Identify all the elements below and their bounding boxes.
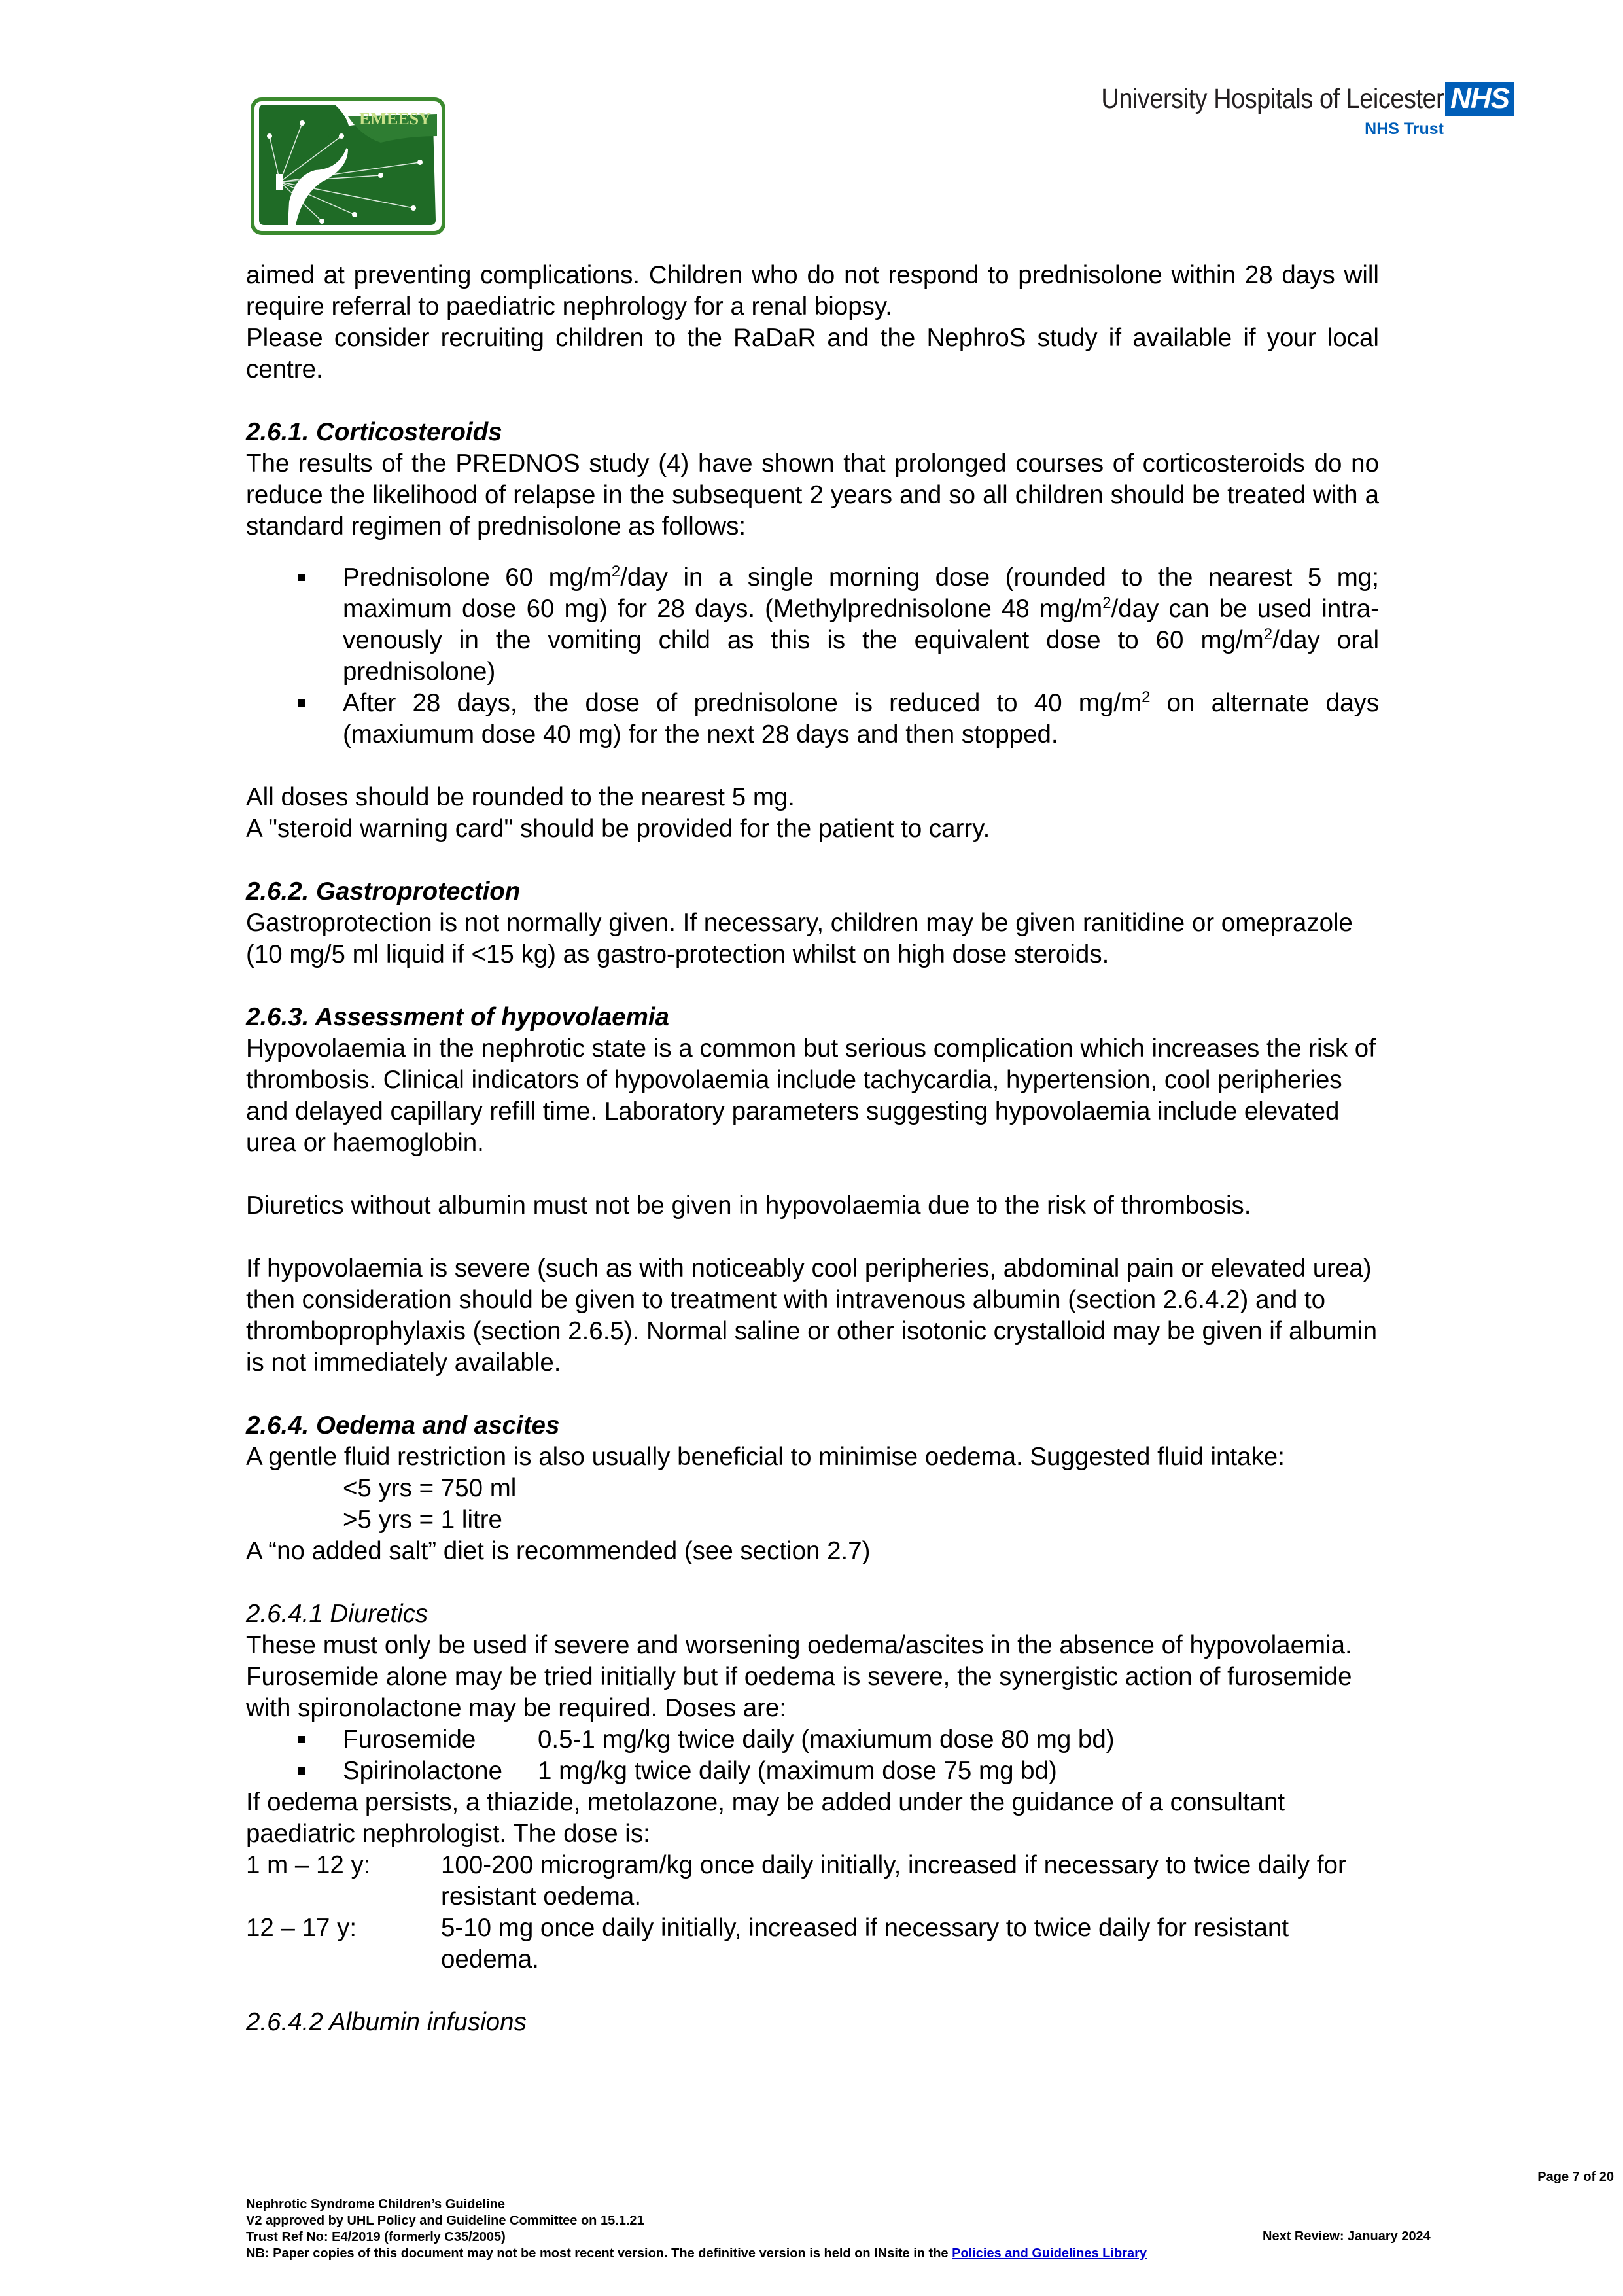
organisation-trust: NHS Trust <box>1365 120 1444 138</box>
dose-row: 12 – 17 y: 5-10 mg once daily initially, increased if necessary to twice daily for resistant oedema. <box>246 1914 1289 1973</box>
logo-text: EMEESY <box>359 109 431 128</box>
page-number: Page 7 of 20 <box>1537 2170 1614 2184</box>
document-footer <box>246 2197 1423 2262</box>
emeesy-logo <box>250 97 446 236</box>
footer-title: Nephrotic Syndrome Children’s Guideline <box>246 2197 505 2212</box>
section-2-6-3-heading: 2.6.3. Assessment of hypovolaemia <box>246 1003 669 1031</box>
fluid-intake-under-5: <5 yrs = 750 ml <box>343 1474 517 1502</box>
section-2-6-1-paragraph: The results of the PREDNOS study (4) have shown that prolonged courses of corticosteroids do no reduce the likelihood of relapse in the subsequent 2 years and so all children should be treated with a standard regimen of prednisolone as follows: <box>246 450 1379 540</box>
section-2-6-4-1-heading: 2.6.4.1 Diuretics <box>246 1600 428 1628</box>
section-2-6-4-paragraph: A gentle fluid restriction is also usually beneficial to minimise oedema. Suggested fluid intake: <box>246 1443 1285 1471</box>
list-item: After 28 days, the dose of prednisolone is reduced to 40 $mg/m^2$ on alternate days (maxiumum dose 40 mg) for the next 28 days and then stopped. <box>246 688 1379 751</box>
dose-row: 1 m – 12 y: 100-200 microgram/kg once daily initially, increased if necessary to twice daily for resistant oedema. <box>246 1851 1346 1911</box>
section-2-6-2-paragraph: Gastroprotection is not normally given. If necessary, children may be given ranitidine or omeprazole (10 mg/5 ml liquid if <15 kg) as gastro-protection whilst on high dose steroids. <box>246 909 1353 968</box>
footer-note: NB: Paper copies of this document may not be most recent version. The definitive version is held on INsite in the Policies and Guidelines Library <box>246 2246 1147 2261</box>
prednisolone-regimen-list <box>246 562 1379 751</box>
section-2-6-1-heading: 2.6.1. Corticosteroids <box>246 418 502 446</box>
nhs-logo: NHS <box>1445 82 1514 116</box>
intro-paragraph-2: Please consider recruiting children to the RaDaR and the NephroS study if available if your local centre. <box>246 324 1379 383</box>
rounding-note: All doses should be rounded to the nearest 5 mg. <box>246 783 795 811</box>
diuretic-dose-list <box>246 1724 1379 1787</box>
policies-library-link[interactable]: Policies and Guidelines Library <box>952 2246 1147 2261</box>
section-2-6-4-2-heading: 2.6.4.2 Albumin infusions <box>246 2008 527 2036</box>
footer-trust-ref: Trust Ref No: E4/2019 (formerly C35/2005) <box>246 2230 506 2244</box>
intro-paragraph: aimed at preventing complications. Children who do not respond to prednisolone within 28 days will require referral to paediatric nephrology for a renal biopsy. <box>246 261 1379 321</box>
section-2-6-3-paragraph-3: If hypovolaemia is severe (such as with noticeably cool peripheries, abdominal pain or elevated urea) then consideration should be given to treatment with intravenous albumin (section 2.6.4.2) and to thromboprophylaxis (section 2.6.5). Normal saline or other isotonic crystalloid may be given if albumin is not immediately available. <box>246 1254 1378 1377</box>
section-2-6-4-heading: 2.6.4. Oedema and ascites <box>246 1411 560 1439</box>
organisation-header <box>1055 82 1514 139</box>
list-item: Spirinolactone 1 mg/kg twice daily (maximum dose 75 mg bd) <box>246 1756 1379 1787</box>
salt-diet-note: A “no added salt” diet is recommended (see section 2.7) <box>246 1537 871 1565</box>
organisation-name: University Hospitals of Leicester <box>1101 82 1444 115</box>
list-item: Furosemide 0.5-1 mg/kg twice daily (maxiumum dose 80 mg bd) <box>246 1724 1379 1756</box>
next-review: Next Review: January 2024 <box>1263 2229 1431 2244</box>
section-2-6-3-paragraph: Hypovolaemia in the nephrotic state is a common but serious complication which increases the risk of thrombosis. Clinical indicators of hypovolaemia include tachycardia, hypertension, cool peripheries and delayed capillary refill time. Laboratory parameters suggesting hypovolaemia include elevated urea or haemoglobin. <box>246 1034 1376 1157</box>
emeesy-logo-graphic <box>250 97 446 236</box>
document-body <box>246 260 1379 2038</box>
list-item: Prednisolone 60 $mg/m^2$/day in a single morning dose (rounded to the nearest 5 mg; maximum dose 60 mg) for 28 days. (Methylprednisolone 48 $mg/m^2$/day can be used intra-venously in the vomiting child as this is the equivalent dose to 60 $mg/m^2$/day oral prednisolone) <box>246 562 1379 688</box>
section-2-6-4-1-paragraph: These must only be used if severe and worsening oedema/ascites in the absence of hypovolaemia. Furosemide alone may be tried initially but if oedema is severe, the synergistic action of furosemide with spironolactone may be required. Doses are: <box>246 1631 1352 1722</box>
metolazone-paragraph: If oedema persists, a thiazide, metolazone, may be added under the guidance of a consultant paediatric nephrologist. The dose is: <box>246 1788 1285 1848</box>
steroid-card-note: A "steroid warning card" should be provided for the patient to carry. <box>246 815 990 843</box>
fluid-intake-over-5: >5 yrs = 1 litre <box>343 1506 502 1534</box>
section-2-6-2-heading: 2.6.2. Gastroprotection <box>246 877 521 906</box>
section-2-6-3-paragraph-2: Diuretics without albumin must not be given in hypovolaemia due to the risk of thrombosis. <box>246 1192 1251 1220</box>
footer-approval: V2 approved by UHL Policy and Guideline Committee on 15.1.21 <box>246 2214 644 2228</box>
